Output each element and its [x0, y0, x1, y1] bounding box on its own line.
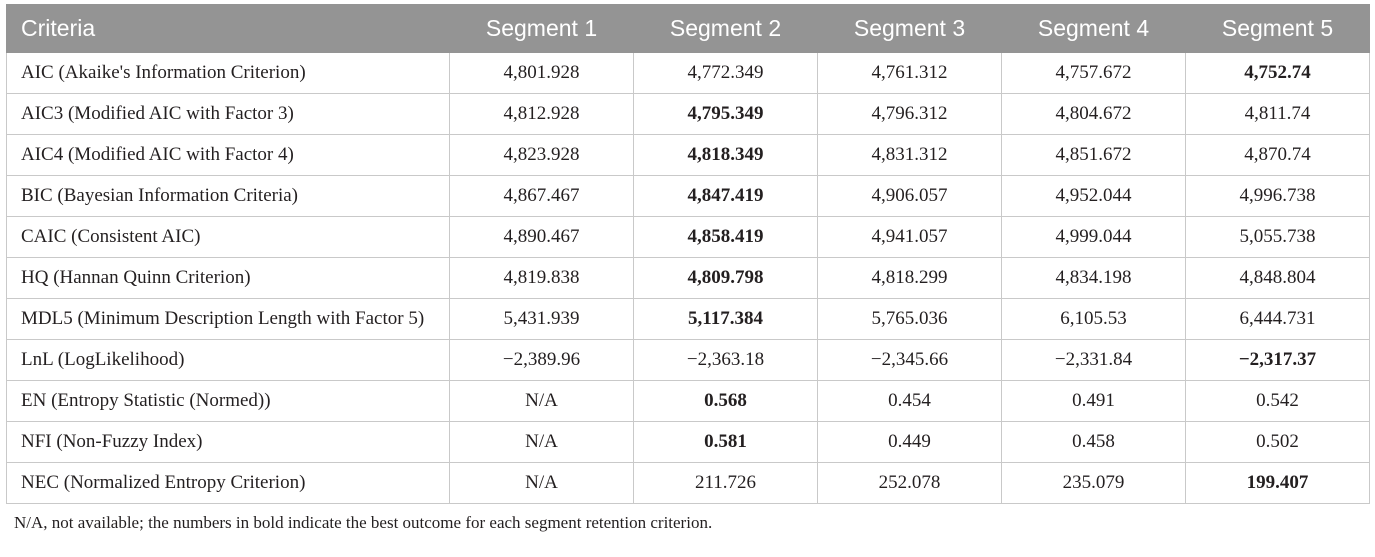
criteria-cell: NEC (Normalized Entropy Criterion): [7, 463, 450, 504]
criteria-cell: NFI (Non-Fuzzy Index): [7, 422, 450, 463]
value-cell-segment-4: 4,834.198: [1002, 258, 1186, 299]
criteria-cell: LnL (LogLikelihood): [7, 340, 450, 381]
value-cell-segment-1: 4,823.928: [450, 135, 634, 176]
value-cell-segment-3: 0.454: [818, 381, 1002, 422]
value-cell-segment-4: 4,757.672: [1002, 53, 1186, 94]
table-row: [7, 258, 1370, 299]
value-cell-segment-3: 4,831.312: [818, 135, 1002, 176]
value-cell-segment-2: 4,858.419: [634, 217, 818, 258]
value-cell-segment-2: 4,809.798: [634, 258, 818, 299]
value-cell-segment-5: 4,848.804: [1186, 258, 1370, 299]
value-cell-segment-4: 235.079: [1002, 463, 1186, 504]
value-cell-segment-2: 4,818.349: [634, 135, 818, 176]
column-header-segment-3: Segment 3: [818, 5, 1002, 53]
value-cell-segment-5: 4,752.74: [1186, 53, 1370, 94]
table-row: [7, 135, 1370, 176]
value-cell-segment-1: N/A: [450, 381, 634, 422]
value-cell-segment-3: 4,941.057: [818, 217, 1002, 258]
value-cell-segment-5: 199.407: [1186, 463, 1370, 504]
criteria-cell: AIC (Akaike's Information Criterion): [7, 53, 450, 94]
value-cell-segment-2: 4,795.349: [634, 94, 818, 135]
criteria-cell: BIC (Bayesian Information Criteria): [7, 176, 450, 217]
value-cell-segment-2: 211.726: [634, 463, 818, 504]
value-cell-segment-5: 0.502: [1186, 422, 1370, 463]
criteria-cell: AIC3 (Modified AIC with Factor 3): [7, 94, 450, 135]
table-row: [7, 299, 1370, 340]
value-cell-segment-4: 6,105.53: [1002, 299, 1186, 340]
value-cell-segment-1: 5,431.939: [450, 299, 634, 340]
table-header-row: [7, 5, 1370, 53]
value-cell-segment-3: 4,761.312: [818, 53, 1002, 94]
value-cell-segment-2: 4,847.419: [634, 176, 818, 217]
table-row: [7, 53, 1370, 94]
value-cell-segment-4: 4,952.044: [1002, 176, 1186, 217]
segment-criteria-table: [6, 4, 1370, 504]
value-cell-segment-1: 4,890.467: [450, 217, 634, 258]
value-cell-segment-3: 4,818.299: [818, 258, 1002, 299]
value-cell-segment-4: 0.491: [1002, 381, 1186, 422]
value-cell-segment-2: 5,117.384: [634, 299, 818, 340]
column-header-criteria: Criteria: [7, 5, 450, 53]
table-row: [7, 94, 1370, 135]
table-row: [7, 340, 1370, 381]
value-cell-segment-1: N/A: [450, 463, 634, 504]
column-header-segment-2: Segment 2: [634, 5, 818, 53]
criteria-cell: CAIC (Consistent AIC): [7, 217, 450, 258]
value-cell-segment-3: 252.078: [818, 463, 1002, 504]
value-cell-segment-1: 4,867.467: [450, 176, 634, 217]
value-cell-segment-1: 4,819.838: [450, 258, 634, 299]
value-cell-segment-1: 4,812.928: [450, 94, 634, 135]
value-cell-segment-4: 0.458: [1002, 422, 1186, 463]
value-cell-segment-4: 4,804.672: [1002, 94, 1186, 135]
value-cell-segment-5: 5,055.738: [1186, 217, 1370, 258]
value-cell-segment-2: −2,363.18: [634, 340, 818, 381]
value-cell-segment-5: 4,811.74: [1186, 94, 1370, 135]
criteria-cell: MDL5 (Minimum Description Length with Factor 5): [7, 299, 450, 340]
column-header-segment-1: Segment 1: [450, 5, 634, 53]
value-cell-segment-3: 4,906.057: [818, 176, 1002, 217]
column-header-segment-5: Segment 5: [1186, 5, 1370, 53]
value-cell-segment-5: −2,317.37: [1186, 340, 1370, 381]
table-row: [7, 176, 1370, 217]
table-row: [7, 463, 1370, 504]
value-cell-segment-5: 6,444.731: [1186, 299, 1370, 340]
table-body: [7, 53, 1370, 504]
value-cell-segment-1: N/A: [450, 422, 634, 463]
column-header-segment-4: Segment 4: [1002, 5, 1186, 53]
table-row: [7, 381, 1370, 422]
criteria-cell: EN (Entropy Statistic (Normed)): [7, 381, 450, 422]
value-cell-segment-5: 0.542: [1186, 381, 1370, 422]
value-cell-segment-2: 4,772.349: [634, 53, 818, 94]
criteria-cell: HQ (Hannan Quinn Criterion): [7, 258, 450, 299]
value-cell-segment-3: 5,765.036: [818, 299, 1002, 340]
criteria-cell: AIC4 (Modified AIC with Factor 4): [7, 135, 450, 176]
value-cell-segment-1: −2,389.96: [450, 340, 634, 381]
value-cell-segment-1: 4,801.928: [450, 53, 634, 94]
value-cell-segment-3: 0.449: [818, 422, 1002, 463]
value-cell-segment-2: 0.568: [634, 381, 818, 422]
value-cell-segment-2: 0.581: [634, 422, 818, 463]
value-cell-segment-3: −2,345.66: [818, 340, 1002, 381]
table-footnote: N/A, not available; the numbers in bold indicate the best outcome for each segment retention criterion.: [14, 513, 713, 532]
value-cell-segment-5: 4,996.738: [1186, 176, 1370, 217]
table-row: [7, 422, 1370, 463]
table-row: [7, 217, 1370, 258]
value-cell-segment-4: −2,331.84: [1002, 340, 1186, 381]
value-cell-segment-4: 4,851.672: [1002, 135, 1186, 176]
table-header: [7, 5, 1370, 53]
value-cell-segment-5: 4,870.74: [1186, 135, 1370, 176]
value-cell-segment-3: 4,796.312: [818, 94, 1002, 135]
value-cell-segment-4: 4,999.044: [1002, 217, 1186, 258]
